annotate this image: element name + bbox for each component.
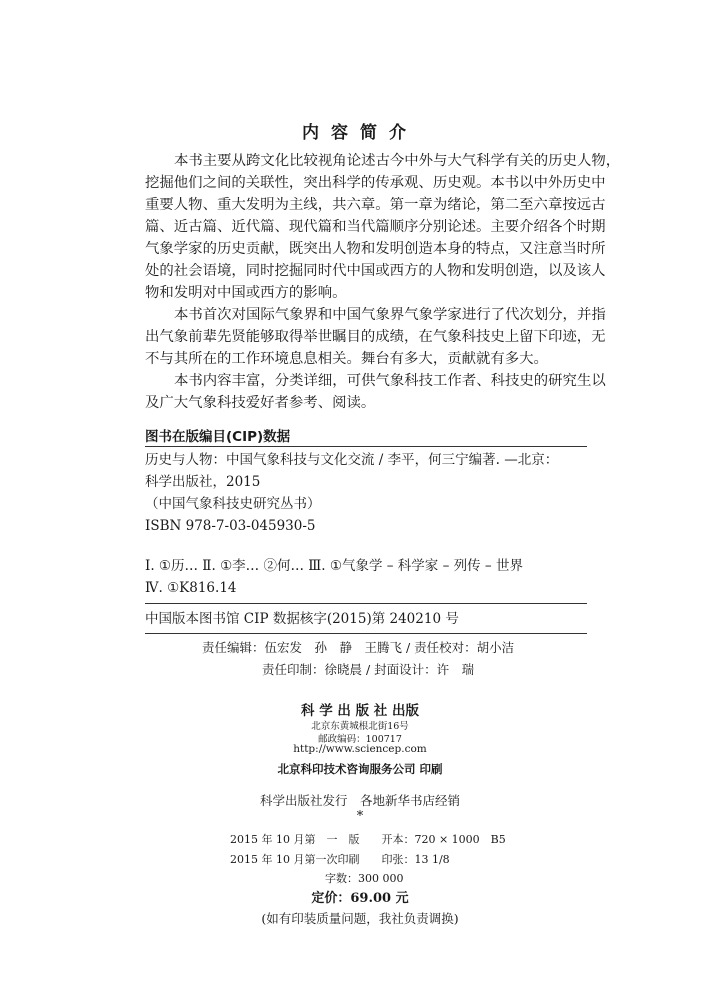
publisher-postcode: 邮政编码：100717 [318, 734, 402, 745]
cip-divider-bottom [145, 633, 587, 634]
cip-classification [145, 555, 523, 599]
separator-star: * [356, 809, 364, 824]
editors-line-1: 责任编辑：伍宏发 孙 静 王腾飞 / 责任校对：胡小洁 [202, 640, 515, 655]
summary-line: 本书内容丰富，分类详细，可供气象科技工作者、科技史的研究生以 [174, 373, 606, 389]
cip-heading: 图书在版编目(CIP)数据 [145, 429, 291, 445]
summary-line: 篇、近古篇、近代篇、现代篇和当代篇顺序分别论述。主要介绍各个时期 [145, 219, 606, 235]
summary-line: 挖掘他们之间的关联性，突出科学的传承观、历史观。本书以中外历史中 [145, 175, 606, 191]
summary-line: 气象学家的历史贡献，既突出人物和发明创造本身的特点，又注意当时所 [145, 241, 606, 257]
summary-paragraph-3 [145, 370, 606, 414]
summary-line: 处的社会语境，同时挖掘同时代中国或西方的人物和发明创造，以及该人 [145, 263, 606, 279]
page-title: 内容简介 [302, 123, 418, 143]
summary-line: 本书主要从跨文化比较视角论述古今中外与大气科学有关的历史人物， [174, 153, 621, 169]
publisher-address: 北京东黄城根北街16号 [311, 721, 409, 732]
editors-line-2: 责任印制：徐晓晨 / 封面设计：许 瑞 [262, 662, 475, 677]
word-count: 字数：300 000 [325, 872, 404, 885]
summary-line: 本书首次对国际气象界和中国气象界气象学家进行了代次划分，并指 [174, 307, 606, 323]
cip-line: 历史与人物：中国气象科技与文化交流 / 李平，何三宁编著. —北京： [145, 452, 559, 468]
cip-line: （中国气象科技史研究丛书） [145, 496, 321, 512]
classification-line: Ⅳ. ①K816.14 [145, 580, 237, 596]
summary-line: 物和发明对中国或西方的影响。 [145, 285, 347, 301]
price: 定价：69.00 元 [311, 891, 409, 906]
summary-line: 重要人物、重大发明为主线，共六章。第一章为绪论，第二至六章按远古 [145, 197, 606, 213]
classification-line: Ⅰ. ①历… Ⅱ. ①李… ②何… Ⅲ. ①气象学 – 科学家 – 列传 – 世界 [145, 558, 523, 574]
summary-line: 不与其所在的工作环境息息相关。舞台有多大，贡献就有多大。 [145, 351, 548, 367]
cip-divider-top [145, 446, 587, 447]
distribution-info: 科学出版社发行 各地新华书店经销 [259, 793, 460, 808]
cip-divider-middle [145, 603, 587, 604]
cip-library-record: 中国版本图书馆 CIP 数据核字(2015)第 240210 号 [145, 611, 459, 627]
summary-paragraph-2 [145, 304, 606, 370]
quality-note: (如有印装质量问题，我社负责调换) [261, 911, 459, 926]
edition-line: 2015 年 10 月第 一 版 开本：720 × 1000 B5 [230, 833, 506, 846]
publisher-website: http://www.sciencep.com [293, 743, 427, 755]
printer-name: 北京科印技术咨询服务公司 印刷 [277, 762, 443, 776]
printing-line: 2015 年 10 月第一次印刷 印张：13 1/8 [230, 853, 450, 866]
summary-line: 出气象前辈先贤能够取得举世瞩目的成绩，在气象科技史上留下印迹，无 [145, 329, 606, 345]
summary-line: 及广大气象科技爱好者参考、阅读。 [145, 395, 376, 411]
cip-block [145, 449, 558, 537]
cip-line: 科学出版社，2015 [145, 474, 261, 490]
publisher-name: 科 学 出 版 社 出版 [301, 703, 419, 719]
summary-paragraph-1 [145, 150, 621, 304]
cip-line: ISBN 978-7-03-045930-5 [145, 518, 316, 534]
editors-block [150, 637, 590, 681]
